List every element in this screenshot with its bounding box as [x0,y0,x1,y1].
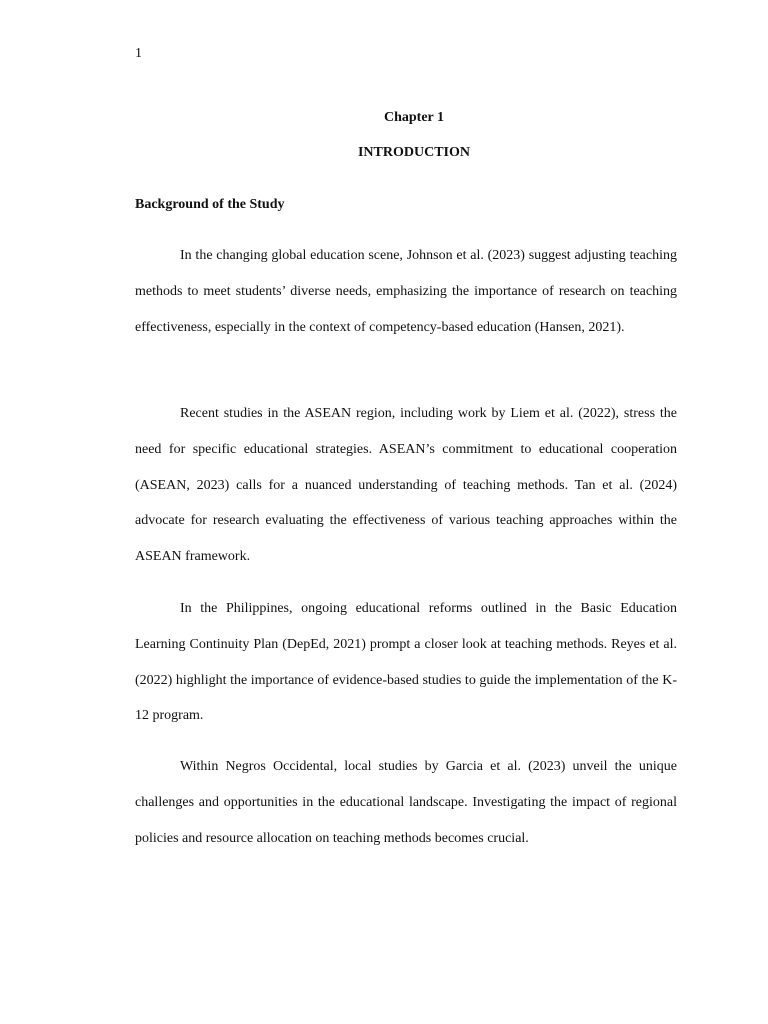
section-heading: Background of the Study [135,197,285,212]
page-number: 1 [135,46,142,61]
body-paragraph: In the Philippines, ongoing educational reforms outlined in the Basic Education Learning Continuity Plan (DepEd, 2021) prompt a closer look at teaching methods. Reyes et al. (2022) highlight the importance of evidence-based studies to guide the implementation of the K-12 program. [135,601,677,724]
chapter-label: Chapter 1 [383,110,445,125]
body-paragraph: Within Negros Occidental, local studies by Garcia et al. (2023) unveil the unique challenges and opportunities in the educational landscape. Investigating the impact of regional policies and resource allocation on teaching methods becomes crucial. [135,759,677,846]
body-paragraph: In the changing global education scene, Johnson et al. (2023) suggest adjusting teaching methods to meet students’ diverse needs, emphasizing the importance of research on teaching effectiveness, especially in the context of competency-based education (Hansen, 2021). [135,248,677,335]
body-paragraph: Recent studies in the ASEAN region, including work by Liem et al. (2022), stress the need for specific educational strategies. ASEAN’s commitment to educational cooperation (ASEAN, 2023) calls for a nuanced understanding of teaching methods. Tan et al. (2024) advocate for research evaluating the effectiveness of various teaching approaches within the ASEAN framework. [135,406,677,565]
chapter-title: INTRODUCTION [357,145,470,160]
